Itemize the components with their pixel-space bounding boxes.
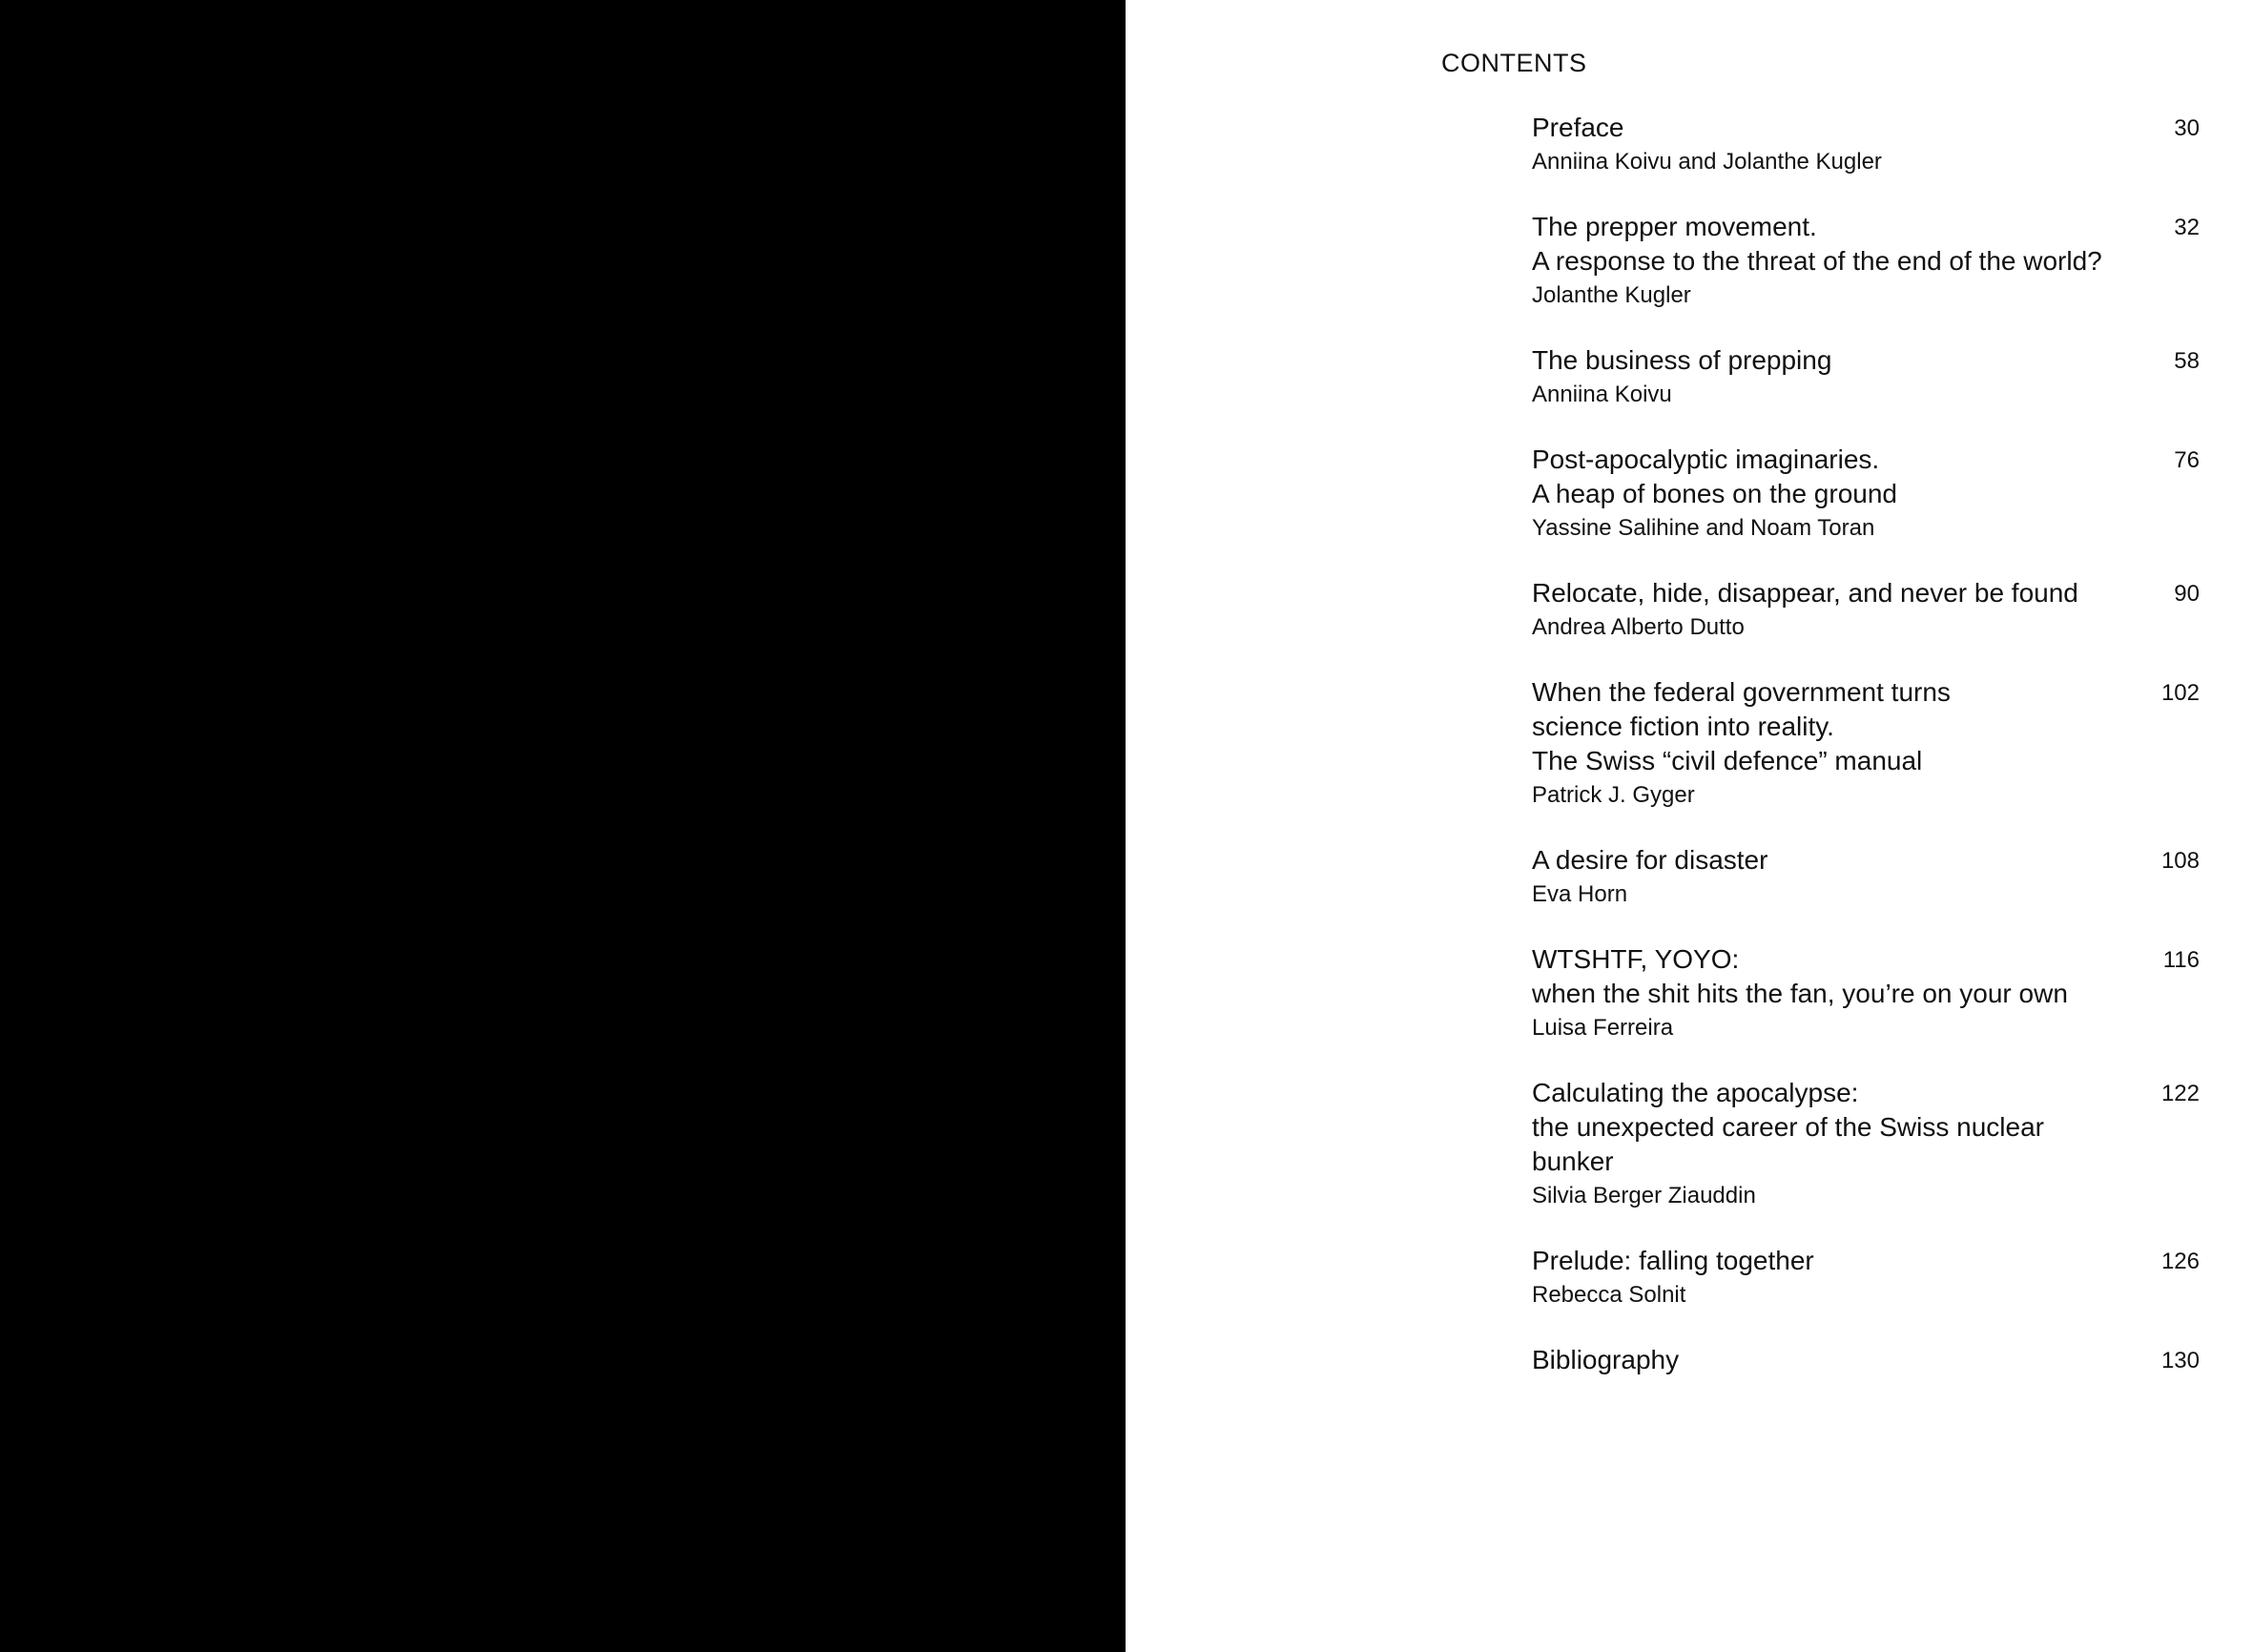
toc-entry	[1532, 111, 2200, 179]
toc-entry-title: Preface	[1532, 113, 1624, 142]
toc-entry-title: WTSHTF, YOYO: when the shit hits the fan, you’re on your own	[1532, 944, 2068, 1008]
toc-entry-page: 102	[2160, 680, 2200, 706]
toc-entry-title: Prelude: falling together	[1532, 1246, 1814, 1275]
toc-entry-page: 108	[2160, 848, 2200, 874]
toc-entry	[1532, 1343, 2200, 1377]
toc-entry-page: 58	[2174, 348, 2200, 374]
toc-entry-page: 126	[2160, 1249, 2200, 1274]
toc-entry	[1532, 576, 2200, 645]
toc-entry-author: Jolanthe Kugler	[1532, 282, 1691, 308]
toc-entry	[1532, 210, 2200, 313]
toc-entry-author: Eva Horn	[1532, 881, 1628, 907]
toc-entry-title: The prepper movement. A response to the threat of the end of the world?	[1532, 212, 2102, 276]
toc-entry-author: Yassine Salihine and Noam Toran	[1532, 515, 1875, 541]
toc-entry-title: Post-apocalyptic imaginaries. A heap of bones on the ground	[1532, 444, 1897, 508]
toc-entry-author: Patrick J. Gyger	[1532, 782, 1695, 808]
toc-entry	[1532, 843, 2200, 912]
toc-entry-title: Relocate, hide, disappear, and never be found	[1532, 578, 2078, 608]
toc-entry	[1532, 443, 2200, 546]
toc-entry-page: 122	[2160, 1081, 2200, 1106]
toc-entry	[1532, 675, 2200, 813]
toc-entry-title: The business of prepping	[1532, 345, 1832, 375]
table-of-contents	[1532, 111, 2200, 1408]
toc-entry-title: When the federal government turns science fiction into reality. The Swiss “civil defence” manual	[1532, 677, 1951, 775]
toc-entry-title: A desire for disaster	[1532, 845, 1768, 875]
toc-entry-author: Anniina Koivu and Jolanthe Kugler	[1532, 149, 1882, 175]
toc-entry	[1532, 1076, 2200, 1213]
toc-entry	[1532, 942, 2200, 1045]
toc-entry-page: 76	[2174, 447, 2200, 473]
toc-entry-page: 130	[2160, 1348, 2200, 1373]
toc-entry-author: Anniina Koivu	[1532, 382, 1672, 407]
toc-entry-page: 90	[2174, 581, 2200, 607]
toc-entry	[1532, 343, 2200, 412]
left-page-black	[0, 0, 1126, 1652]
toc-entry-title: Bibliography	[1532, 1345, 1680, 1374]
toc-entry-author: Luisa Ferreira	[1532, 1015, 1674, 1041]
toc-entry-page: 32	[2174, 215, 2200, 240]
toc-entry-page: 30	[2174, 115, 2200, 141]
toc-entry-author: Rebecca Solnit	[1532, 1282, 1686, 1308]
contents-heading: CONTENTS	[1441, 49, 1587, 77]
toc-entry-author: Silvia Berger Ziauddin	[1532, 1183, 1756, 1208]
toc-entry-title: Calculating the apocalypse: the unexpected career of the Swiss nuclear bunker	[1532, 1078, 2044, 1176]
toc-entry-page: 116	[2162, 947, 2200, 973]
toc-entry	[1532, 1244, 2200, 1312]
toc-entry-author: Andrea Alberto Dutto	[1532, 614, 1745, 640]
